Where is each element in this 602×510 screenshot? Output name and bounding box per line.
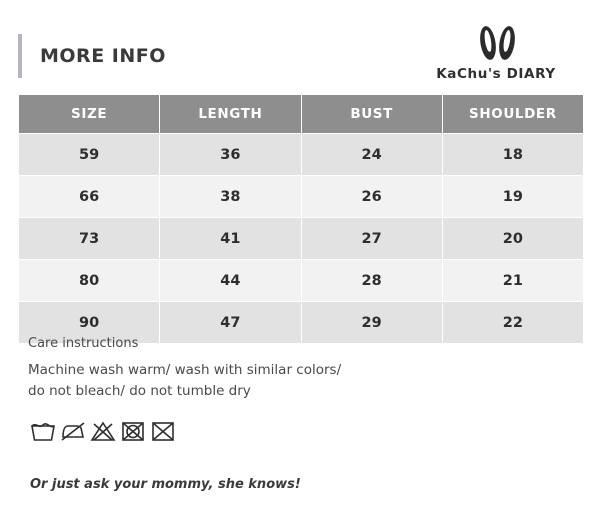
table-row: [19, 176, 584, 218]
column-header-length: LENGTH: [160, 95, 301, 134]
care-symbols: [30, 420, 176, 442]
page-title: MORE INFO: [40, 45, 166, 67]
table-row: [19, 260, 584, 302]
footnote: Or just ask your mommy, she knows!: [30, 477, 301, 492]
column-header-bust: BUST: [301, 95, 442, 134]
brand-name: KaChu's DIARY: [436, 66, 556, 82]
bunny-ears-icon: [406, 24, 586, 64]
do-not-tumble-dry-icon: [120, 420, 146, 442]
cell-size: 59: [19, 134, 160, 176]
cell-bust: 27: [301, 218, 442, 260]
brand-logo: [406, 24, 586, 82]
care-instructions-line-2: do not bleach/ do not tumble dry: [28, 383, 251, 399]
cell-length: 41: [160, 218, 301, 260]
care-instructions: [28, 336, 568, 402]
cell-bust: 28: [301, 260, 442, 302]
page-title-group: [18, 34, 166, 78]
table-header-row: [19, 95, 584, 134]
size-chart-table: [18, 94, 584, 344]
table-row: [19, 134, 584, 176]
page-header: [0, 24, 602, 84]
care-instructions-title: Care instructions: [28, 336, 139, 351]
do-not-iron-icon: [60, 420, 86, 442]
cell-size: 80: [19, 260, 160, 302]
cell-shoulder: 21: [442, 260, 583, 302]
cell-size: 90: [19, 302, 160, 344]
cell-size: 73: [19, 218, 160, 260]
cell-length: 44: [160, 260, 301, 302]
cell-bust: 26: [301, 176, 442, 218]
column-header-shoulder: SHOULDER: [442, 95, 583, 134]
title-accent-bar: [18, 34, 22, 78]
care-instructions-line-1: Machine wash warm/ wash with similar colors/: [28, 362, 342, 378]
cell-bust: 29: [301, 302, 442, 344]
cell-shoulder: 20: [442, 218, 583, 260]
cell-shoulder: 18: [442, 134, 583, 176]
cell-length: 38: [160, 176, 301, 218]
do-not-dry-clean-icon: [150, 420, 176, 442]
cell-shoulder: 19: [442, 176, 583, 218]
cell-length: 36: [160, 134, 301, 176]
cell-size: 66: [19, 176, 160, 218]
machine-wash-icon: [30, 420, 56, 442]
cell-length: 47: [160, 302, 301, 344]
do-not-bleach-icon: [90, 420, 116, 442]
cell-shoulder: 22: [442, 302, 583, 344]
cell-bust: 24: [301, 134, 442, 176]
table-row: [19, 218, 584, 260]
column-header-size: SIZE: [19, 95, 160, 134]
